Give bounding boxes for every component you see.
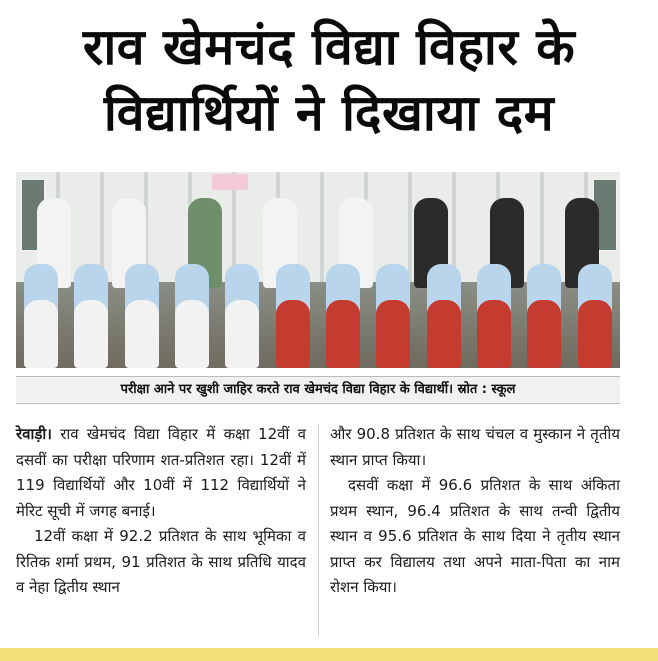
- article-paragraph: दसवीं कक्षा में 96.6 प्रतिशत के साथ अंकिता प्रथम स्थान, 96.4 प्रतिशत के साथ तन्वी द्वितीय स्थान व 95.6 प्रतिशत के साथ दिया ने तृतीय स्थान प्राप्त कर विद्यालय तथा अपने माता-पिता का नाम रोशन किया।: [330, 476, 620, 596]
- article-paragraph: 12वीं कक्षा में 92.2 प्रतिशत के साथ भूमिका व रितिक शर्मा प्रथम, 91 प्रतिशत के साथ प्रतिधि यादव व नेहा द्वितीय स्थान: [16, 527, 306, 596]
- headline: [0, 14, 658, 146]
- column-divider: [318, 424, 319, 636]
- headline-line-2: विद्यार्थियों ने दिखाया दम: [103, 84, 555, 142]
- group-photo: [16, 172, 620, 368]
- photo-front-row: [16, 300, 620, 368]
- photo-welcome-sign: [212, 174, 248, 190]
- bottom-color-bar: [0, 648, 658, 661]
- headline-line-1: राव खेमचंद विद्या विहार के: [82, 18, 576, 76]
- photo-caption: परीक्षा आने पर खुशी जाहिर करते राव खेमचंद विद्या विहार के विद्यार्थी। स्रोत : स्कूल: [16, 376, 620, 404]
- article-text: राव खेमचंद विद्या विहार में कक्षा 12वीं व दसवीं का परीक्षा परिणाम शत-प्रतिशत रहा। 12वीं में 119 विद्यार्थियों और 10वीं में 112 विद्यार्थियों ने मेरिट सूची में जगह बनाई।: [16, 425, 306, 520]
- article-column-right: [330, 422, 620, 601]
- article-paragraph: और 90.8 प्रतिशत के साथ चंचल व मुस्कान ने तृतीय स्थान प्राप्त किया।: [330, 425, 620, 469]
- article-column-left: [16, 422, 306, 601]
- article-paragraph: [16, 422, 306, 524]
- dateline: रेवाड़ी।: [16, 425, 52, 443]
